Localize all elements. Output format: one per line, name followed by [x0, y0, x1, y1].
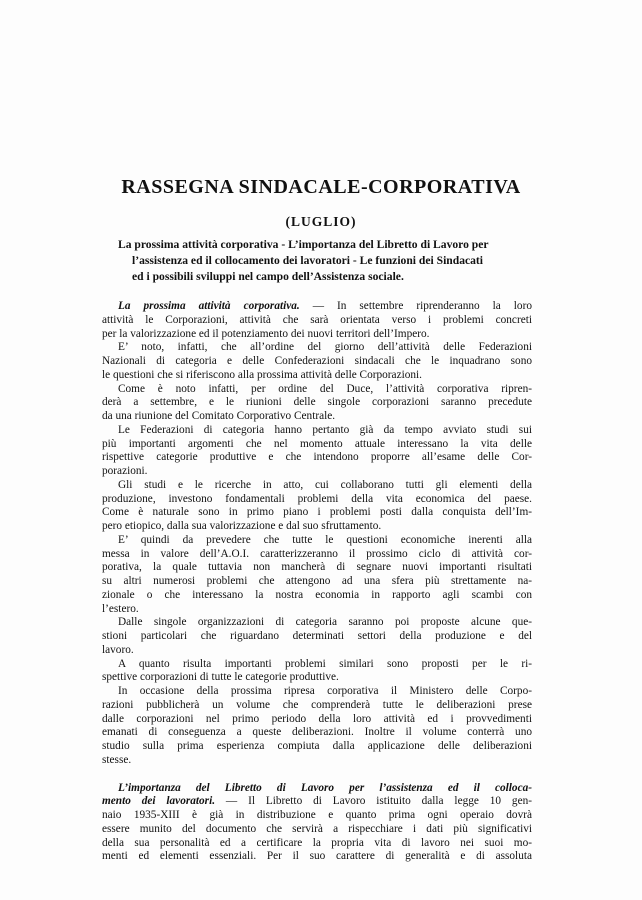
- body-line: emanati di conseguenza a queste deliberazioni. Inoltre il volume conterrà uno: [102, 726, 532, 739]
- body-line: zionale o che interessano la nostra economia in rapporto agli scambi con: [102, 588, 532, 601]
- body-text: — Il Libretto di Lavoro istituito dalla legge 10 gen-: [215, 795, 532, 808]
- body-line: derà a settembre, e le riunioni delle singole corporazioni saranno precedute: [102, 396, 532, 409]
- body-line: spettive corporazioni di tutte le categorie produttive.: [102, 671, 339, 684]
- body-line: più importanti argomenti che nel momento attuale interessano la vita delle: [102, 437, 532, 450]
- body-line: menti ed elementi essenziali. Per il suo carattere di generalità e di assoluta: [102, 850, 532, 863]
- body-line: rispettive categorie produttive e che intendono proporre all’esame delle Cor-: [102, 451, 532, 464]
- paragraph: [102, 383, 532, 424]
- body-line: lavoro.: [102, 643, 134, 656]
- body-line: da una riunione del Comitato Corporativo Centrale.: [102, 410, 336, 422]
- body-line: stioni particolari che riguardano determinati settori della produzione e del: [102, 630, 532, 642]
- body-line: messa in valore dell’A.O.I. caratterizzeranno il prossimo ciclo di attività cor-: [102, 547, 532, 560]
- body-line: produzione, investono fondamentali problemi della vita economica del paese.: [102, 492, 532, 505]
- section-heading: L’importanza del Libretto di Lavoro per l’assistenza ed il colloca-: [118, 781, 532, 794]
- body-line: su altri numerosi problemi che attengono ad una sfera più strettamente na-: [102, 575, 532, 587]
- article-summary: [118, 237, 530, 285]
- body-line: Gli studi e le ricerche in atto, cui collaborano tutti gli elementi della: [118, 478, 532, 491]
- body-line: porativa, la quale tuttavia non mancherà di segnare nuovi importanti risultati: [102, 561, 532, 574]
- body-line: In occasione della prossima ripresa corporativa il Ministero delle Corpo-: [118, 685, 532, 697]
- paragraph: [102, 479, 532, 534]
- summary-line: La prossima attività corporativa - L’importanza del Libretto di Lavoro per: [118, 238, 489, 251]
- body-line: attività le Corporazioni, attività che sarà orientata verso i problemi concreti: [102, 313, 532, 326]
- body-line: E’ quindi da prevedere che tutte le questioni economiche inerenti alla: [118, 533, 532, 546]
- paragraph: [102, 616, 532, 657]
- body-line: naio 1935-XIII è già in distribuzione e quanto prima ogni operaio dovrà: [102, 809, 532, 821]
- body-line: della sua personalità ed a certificare la propria vita di lavoro nei suoi mo-: [102, 836, 532, 849]
- paragraph: [102, 658, 532, 686]
- body-line: pero etiopico, dalla sua valorizzazione e dal suo sfruttamento.: [102, 520, 382, 532]
- page-subtitle: (LUGLIO): [285, 214, 357, 229]
- summary-line: l’assistenza ed il collocamento dei lavoratori - Le funzioni dei Sindacati: [132, 254, 484, 267]
- section-gap: [102, 768, 532, 782]
- body-line: [102, 795, 532, 809]
- body-line: studio sulla prima esperienza compiuta dalla applicazione delle deliberazioni: [102, 740, 532, 752]
- body-line: Come è naturale sono in primo piano i problemi posti dalla conquista dell’Im-: [102, 506, 532, 519]
- page-title: RASSEGNA SINDACALE-CORPORATIVA: [121, 176, 521, 198]
- body-line: le questioni che si riferiscono alla prossima attività delle Corporazioni.: [102, 368, 422, 381]
- body-line: A quanto risulta importanti problemi similari sono proposti per le ri-: [118, 657, 532, 670]
- paragraph: [102, 534, 532, 617]
- body-line: [102, 300, 532, 314]
- body-line: [102, 782, 532, 796]
- paragraph: [102, 300, 532, 341]
- summary-line: ed i possibili sviluppi nel campo dell’Assistenza sociale.: [132, 270, 404, 283]
- body-line: Le Federazioni di categoria hanno pertanto già da tempo avviato studi sui: [118, 423, 532, 436]
- article-body: [102, 300, 532, 864]
- body-line: E’ noto, infatti, che all’ordine del giorno dell’attività delle Federazioni: [118, 341, 532, 354]
- body-line: per la valorizzazione ed il potenziamento dei nuovi territori dell’Impero.: [102, 327, 430, 340]
- body-line: razioni pubblicherà un volume che comprenderà tutte le deliberazioni prese: [102, 698, 532, 711]
- paragraph: [102, 685, 532, 768]
- body-line: essere munito del documento che servirà a rispecchiare i dati più significativi: [102, 822, 532, 835]
- paragraph: [102, 341, 532, 382]
- section-heading-cont: mento dei lavoratori.: [102, 795, 216, 808]
- body-text: — In settembre riprenderanno la loro: [299, 300, 532, 312]
- body-line: stesse.: [102, 753, 132, 766]
- section-heading: La prossima attività corporativa.: [118, 300, 300, 312]
- paragraph: [102, 424, 532, 479]
- body-line: Nazionali di categoria e delle Confederazioni sindacali che le inquadrano sono: [102, 355, 532, 367]
- body-line: porazioni.: [102, 465, 148, 477]
- body-line: Dalle singole organizzazioni di categoria saranno poi proposte alcune que-: [118, 616, 532, 629]
- body-line: dalle corporazioni nel primo periodo della loro attività ed i provvedimenti: [102, 712, 532, 725]
- body-line: l’estero.: [102, 602, 139, 615]
- paragraph: [102, 782, 532, 865]
- body-line: Come è noto infatti, per ordine del Duce, l’attività corporativa ripren-: [118, 382, 532, 395]
